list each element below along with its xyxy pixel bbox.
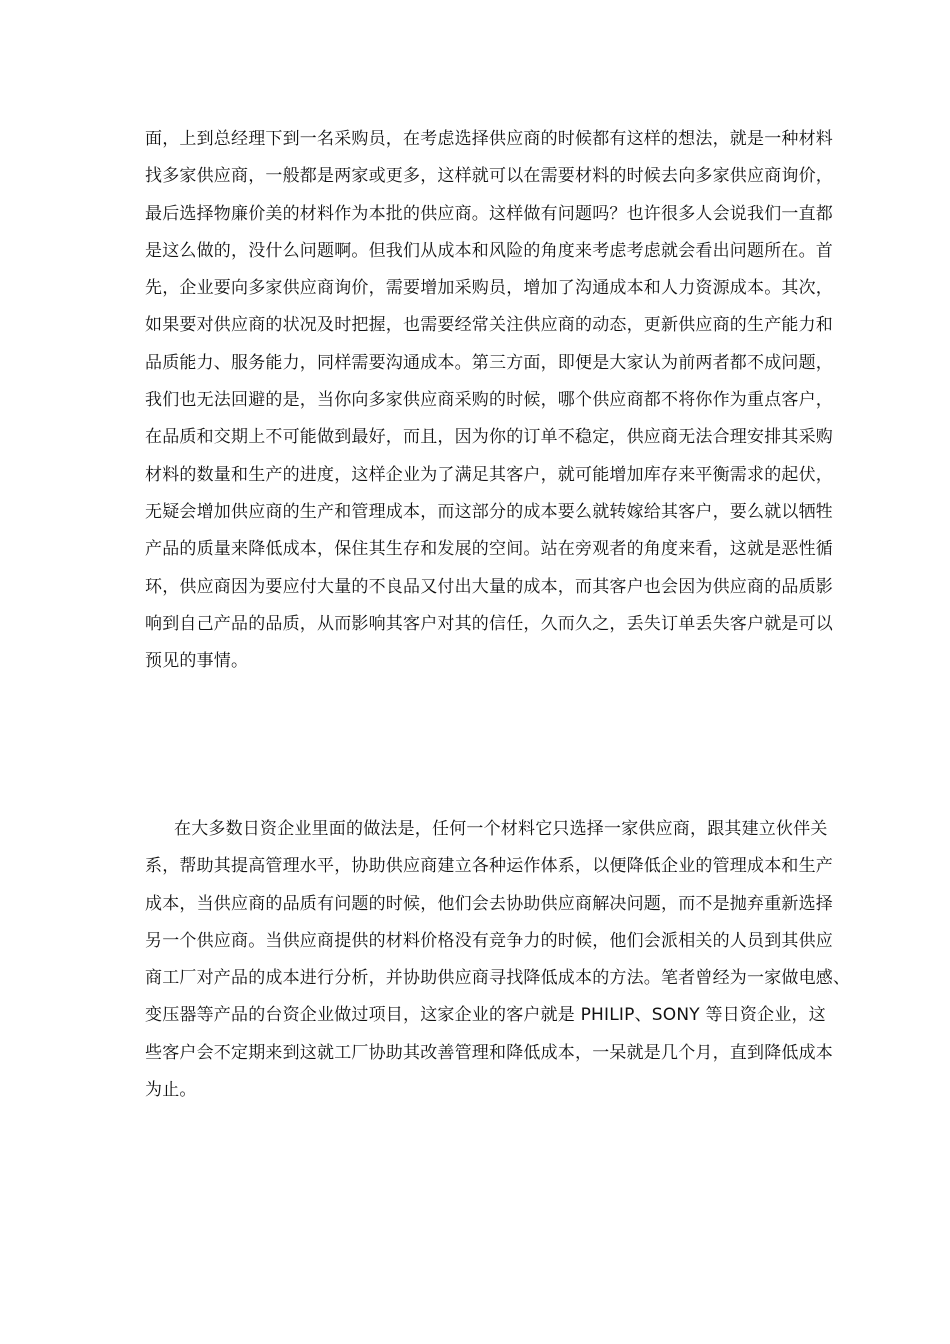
text-line: 预见的事情。 [145,651,249,672]
text-line: 在品质和交期上不可能做到最好，而且，因为你的订单不稳定，供应商无法合理安排其采购 [145,427,833,448]
text-line: 在大多数日资企业里面的做法是，任何一个材料它只选择一家供应商，跟其建立伙伴关 [174,819,828,839]
text-line: 我们也无法回避的是，当你向多家供应商采购的时候，哪个供应商都不将你作为重点客户， [145,390,833,411]
text-line: 些客户会不定期来到这就工厂协助其改善管理和降低成本，一呆就是几个月，直到降低成本 [145,1042,833,1063]
text-line: 品质能力、服务能力，同样需要沟通成本。第三方面，即便是大家认为前两者都不成问题， [145,352,833,373]
text-line: 先，企业要向多家供应商询价，需要增加采购员，增加了沟通成本和人力资源成本。其次， [145,278,833,299]
text-line: 为止。 [145,1080,197,1101]
text-line: 如果要对供应商的状况及时把握，也需要经常关注供应商的动态，更新供应商的生产能力和 [145,315,833,336]
paragraph-1 [145,121,833,680]
text-line: 成本，当供应商的品质有问题的时候，他们会去协助供应商解决问题，而不是抛弃重新选择 [145,893,833,914]
text-line: 最后选择物廉价美的材料作为本批的供应商。这样做有问题吗？也许很多人会说我们一直都 [145,203,833,224]
text-line: 面，上到总经理下到一名采购员，在考虑选择供应商的时候都有这样的想法，就是一种材料 [145,129,833,149]
text-line: 系，帮助其提高管理水平，协助供应商建立各种运作体系，以便降低企业的管理成本和生产 [145,856,833,877]
paragraph-2 [145,811,851,1109]
text-line: 是这么做的，没什么问题啊。但我们从成本和风险的角度来考虑考虑就会看出问题所在。首 [145,240,833,261]
text-line: 产品的质量来降低成本，保住其生存和发展的空间。站在旁观者的角度来看，这就是恶性循 [145,539,833,560]
text-line: 无疑会增加供应商的生产和管理成本，而这部分的成本要么就转嫁给其客户，要么就以牺牲 [145,501,833,522]
text-line: 响到自己产品的品质，从而影响其客户对其的信任，久而久之，丢失订单丢失客户就是可以 [145,613,833,634]
text-line: 变压器等产品的台资企业做过项目，这家企业的客户就是 PHILIP、SONY 等日资企业，这 [145,1005,826,1026]
text-line: 找多家供应商，一般都是两家或更多，这样就可以在需要材料的时候去向多家供应商询价， [145,166,833,187]
text-line: 环，供应商因为要应付大量的不良品又付出大量的成本，而其客户也会因为供应商的品质影 [145,576,833,597]
text-line: 材料的数量和生产的进度，这样企业为了满足其客户，就可能增加库存来平衡需求的起伏， [145,464,833,485]
text-line: 商工厂对产品的成本进行分析，并协助供应商寻找降低成本的方法。笔者曾经为一家做电感、 [145,968,851,989]
text-line: 另一个供应商。当供应商提供的材料价格没有竞争力的时候，他们会派相关的人员到其供应 [145,930,833,951]
